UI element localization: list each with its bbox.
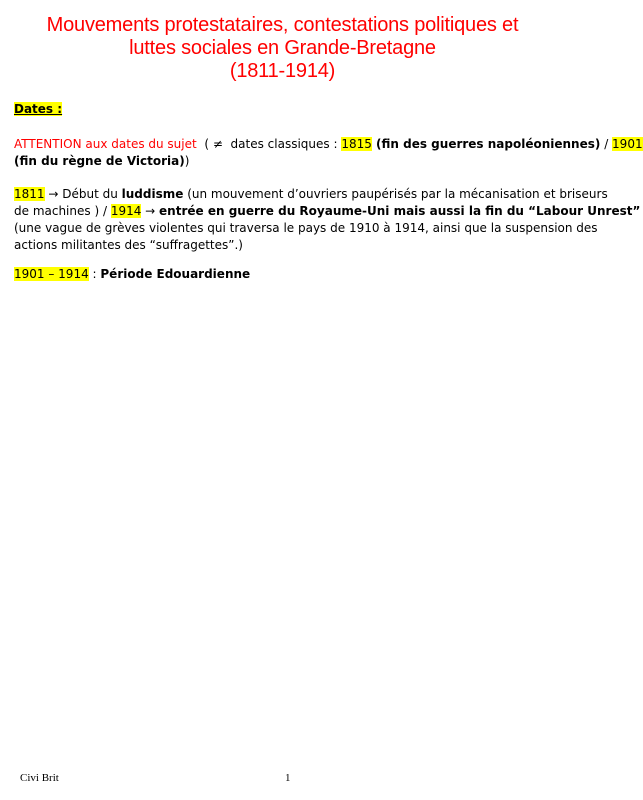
title-line-1: Mouvements protestataires, contestations politiques et <box>46 14 519 36</box>
footer-left: Civi Brit <box>20 772 59 784</box>
edwardian-paragraph <box>14 266 554 283</box>
luddism-start: Début du <box>62 187 122 201</box>
dates-heading: Dates : <box>14 102 63 116</box>
luddism-desc-4: actions militantes des “suffragettes”.) <box>14 238 243 252</box>
attention-separator: / <box>600 137 613 151</box>
title-line-2: luttes sociales en Grande-Bretagne <box>129 37 436 59</box>
attention-paren-open: ( <box>196 137 213 151</box>
date-1815: 1815 <box>341 137 372 151</box>
luddism-paragraph <box>14 186 641 254</box>
attention-classic-label: dates classiques : <box>222 137 342 151</box>
luddism-term: luddisme <box>121 187 184 201</box>
attention-paragraph <box>14 136 643 170</box>
edwardian-label: Période Edouardienne <box>100 267 251 281</box>
arrow-icon: → <box>141 204 160 218</box>
edwardian-separator: : <box>88 267 101 281</box>
luddism-desc-1a: (un mouvement d’ouvriers paupérisés par la mécanisation et briseurs <box>183 187 608 201</box>
date-1901: 1901 <box>612 137 643 151</box>
not-equal-symbol: ≠ <box>212 137 223 151</box>
desc-1815: (fin des guerres napoléoniennes) <box>371 137 601 151</box>
luddism-desc-1b: de machines ) / <box>14 204 111 218</box>
desc-1914: entrée en guerre du Royaume-Uni mais aussi la fin du “Labour Unrest” <box>159 204 641 218</box>
desc-1901: (fin du règne de Victoria) <box>14 154 185 168</box>
date-1914: 1914 <box>110 204 142 218</box>
attention-paren-close: ) <box>184 154 190 168</box>
document-title <box>14 14 551 83</box>
attention-warning: ATTENTION aux dates du sujet <box>14 137 197 151</box>
luddism-desc-3: (une vague de grèves violentes qui traversa le pays de 1910 à 1914, ainsi que la suspension des <box>14 221 598 235</box>
dates-heading-block <box>14 101 554 118</box>
page-number: 1 <box>285 772 291 784</box>
date-1811: 1811 <box>14 187 45 201</box>
arrow-icon: → <box>44 187 63 201</box>
edwardian-range: 1901 – 1914 <box>14 267 89 281</box>
title-line-3: (1811-1914) <box>229 60 336 82</box>
